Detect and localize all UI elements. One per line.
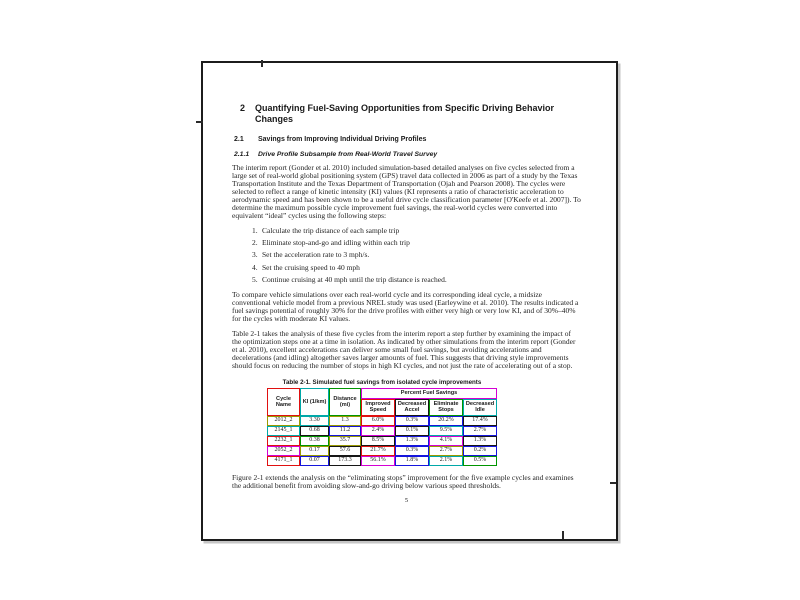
col-header-improved-speed: Improved Speed	[361, 399, 395, 416]
table-cell: 56.1%	[361, 456, 395, 466]
page-number: 5	[404, 496, 409, 504]
table-cell: 173.3	[329, 456, 361, 466]
col-header-distance: Distance (mi)	[329, 388, 361, 416]
table-cell: 2.7%	[463, 426, 497, 436]
section-number: 2	[240, 103, 246, 113]
ideal-cycle-steps-list	[252, 227, 581, 284]
table-cell: 1.3	[329, 416, 361, 426]
table-cell: 57.6	[329, 446, 361, 456]
table-cell: 2232_1	[267, 436, 300, 446]
col-header-percent-fuel-savings: Percent Fuel Savings	[361, 388, 497, 399]
table-row	[267, 456, 497, 466]
col-header-decreased-accel: Decreased Accel	[395, 399, 429, 416]
list-item	[252, 276, 581, 284]
table-cell: 1.3%	[463, 436, 497, 446]
col-header-eliminate-stops: Eliminate Stops	[429, 399, 463, 416]
table-cell: 2145_1	[267, 426, 300, 436]
paragraph-figure-ref: Figure 2-1 extends the analysis on the “eliminating stops” improvement for the five example cycles and examines the additional benefit from avoiding slow-and-go driving below various speed thresholds.	[232, 472, 574, 490]
list-item-text: Calculate the trip distance of each sample trip	[262, 226, 400, 235]
table-cell: 9.5%	[429, 426, 463, 436]
subsection-title: Savings from Improving Individual Driving Profiles	[258, 136, 427, 143]
page-content	[203, 63, 616, 539]
table-cell: 35.7	[329, 436, 361, 446]
table-cell: 0.2%	[463, 446, 497, 456]
document-page	[201, 61, 618, 541]
table-cell: 4171_1	[267, 456, 300, 466]
list-item	[252, 227, 581, 235]
list-item-text: Set the acceleration rate to 3 mph/s.	[262, 250, 370, 260]
list-item	[252, 239, 581, 247]
table-cell: 1.8%	[395, 456, 429, 466]
section-title: Quantifying Fuel-Saving Opportunities from Specific Driving Behavior Changes	[255, 103, 555, 124]
table-cell: 0.68	[300, 426, 329, 436]
table-row	[267, 416, 497, 426]
paragraph-table-discussion: Table 2-1 takes the analysis of these five cycles from the interim report a step further by examining the impact of the optimization steps one at a time in isolation. As indicated by other simulations from the interim report (Gonder et al. 2010), excellent accelerations can deliver some small fuel savings, but avoiding accelerations and decelerations (and idling) altogether saves larger amounts of fuel. This suggests that driving style improvements should focus on reducing the number of stops in high KI cycles, and not just the rate of accelerating out of a stop.	[232, 328, 576, 370]
subsubsection-title: Drive Profile Subsample from Real-World Travel Survey	[258, 151, 438, 158]
col-header-ki: KI (1/km)	[300, 388, 329, 416]
subsection-number: 2.1	[234, 136, 244, 143]
table-row	[267, 436, 497, 446]
table-cell: 21.7%	[361, 446, 395, 456]
table-cell: 2.4%	[361, 426, 395, 436]
table-cell: 1.3%	[395, 436, 429, 446]
col-header-cycle-name: Cycle Name	[267, 388, 300, 416]
list-item-text: Eliminate stop-and-go and idling within each trip	[262, 238, 410, 248]
table-cell: 2.7%	[429, 446, 463, 456]
list-item-number: 4.	[252, 262, 258, 272]
list-item-number: 1.	[252, 226, 258, 235]
table-cell: 0.3%	[395, 446, 429, 456]
section-heading	[240, 103, 581, 125]
subsection-heading	[234, 135, 581, 144]
crop-mark-left	[196, 121, 203, 123]
table-cell: 0.38	[300, 436, 329, 446]
list-item	[252, 251, 581, 259]
table-cell: 2052_2	[267, 446, 300, 456]
table-cell: 2.1%	[429, 456, 463, 466]
fuel-savings-table	[267, 388, 497, 466]
table-cell: 0.07	[300, 456, 329, 466]
list-item-number: 2.	[252, 238, 258, 248]
col-header-decreased-idle: Decreased Idle	[463, 399, 497, 416]
table-cell: 8.5%	[361, 436, 395, 446]
table-cell: 0.17	[300, 446, 329, 456]
list-item-number: 5.	[252, 274, 258, 284]
table-cell: 6.0%	[361, 416, 395, 426]
table-cell: 17.4%	[463, 416, 497, 426]
table-cell: 2012_2	[267, 416, 300, 426]
table-cell: 4.1%	[429, 436, 463, 446]
table-cell: 0.3%	[395, 416, 429, 426]
list-item-text: Set the cruising speed to 40 mph	[262, 262, 360, 272]
table-row	[267, 446, 497, 456]
list-item	[252, 264, 581, 272]
paragraph-comparison: To compare vehicle simulations over each real-world cycle and its corresponding ideal cycle, a midsize conventional vehicle model from a previous NREL study was used (Earleywine et al. 2010). The results indicated a fuel savings potential of roughly 30% for the drive profiles with either very high or very low KI, and of 30%–40% for the cycles with moderate KI values.	[232, 289, 579, 323]
table-cell: 20.2%	[429, 416, 463, 426]
list-item-number: 3.	[252, 250, 258, 260]
list-item-text: Continue cruising at 40 mph until the trip distance is reached.	[262, 274, 447, 284]
table-cell: 3.30	[300, 416, 329, 426]
table-cell: 11.2	[329, 426, 361, 436]
table-row	[267, 426, 497, 436]
paragraph-intro: The interim report (Gonder et al. 2010) included simulation-based detailed analyses on five cycles selected from a large set of real-world global positioning system (GPS) travel data collected in 2006 as part of a study by the Texas Transportation Institute and the Texas Department of Transportation (Ojah and Pearson 2008). The cycles were selected to reflect a range of kinetic intensity (KI) values (KI represents a ratio of characteristic acceleration to aerodynamic speed and has been shown to be a useful drive cycle classification parameter [O'Keefe et al. 2007]). To determine the maximum possible cycle improvement fuel savings, the real-world cycles were converted into equivalent “ideal” cycles using the following steps:	[232, 163, 581, 220]
table-2-1-container	[267, 379, 497, 466]
subsubsection-heading	[234, 150, 581, 159]
subsubsection-number: 2.1.1	[234, 151, 250, 158]
table-caption: Table 2-1. Simulated fuel savings from isolated cycle improvements	[282, 378, 482, 386]
table-cell: 0.1%	[395, 426, 429, 436]
table-cell: 0.5%	[463, 456, 497, 466]
